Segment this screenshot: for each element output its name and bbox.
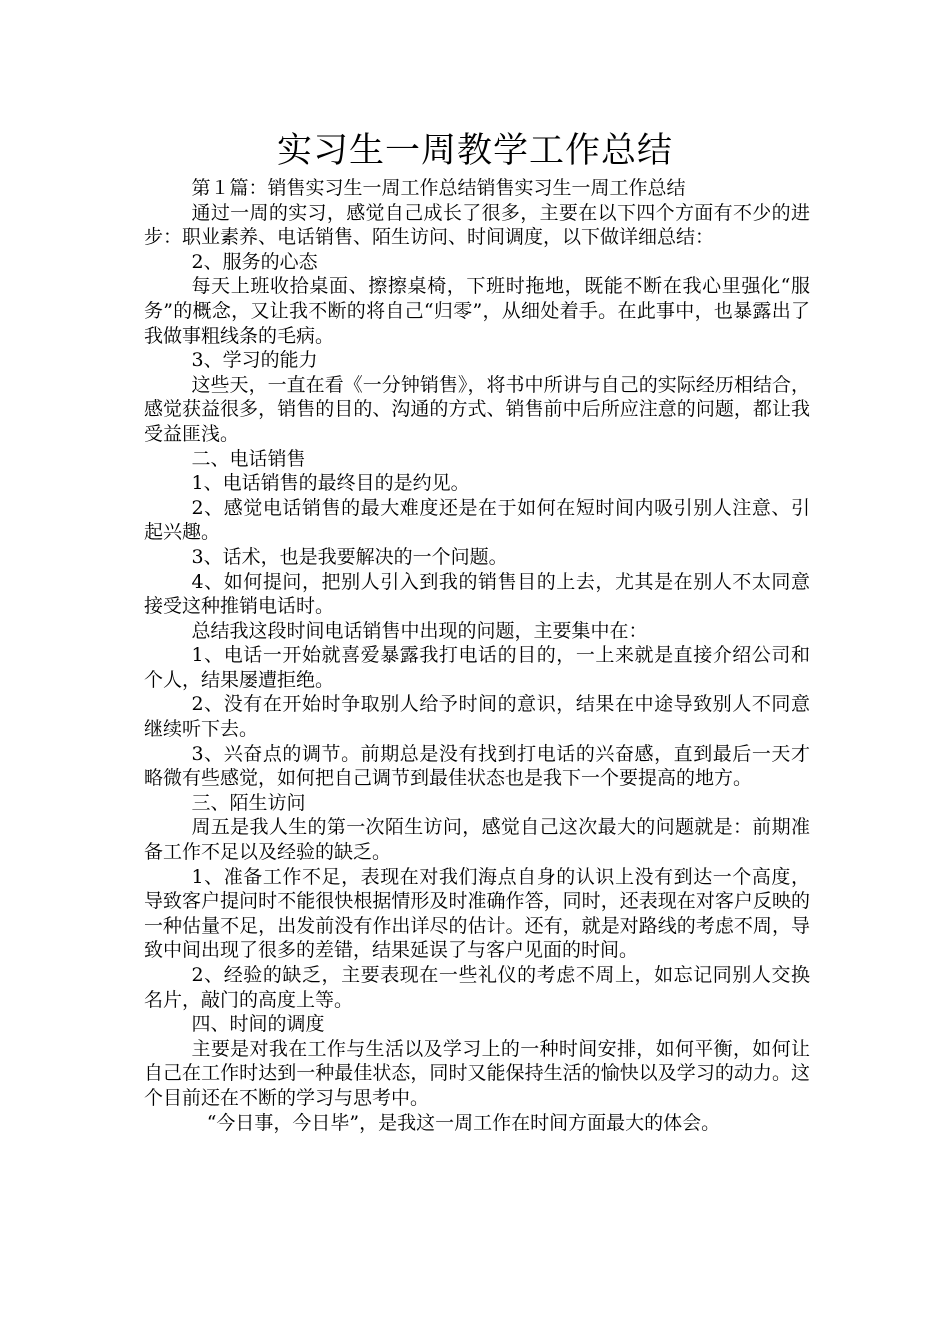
paragraph-time-management: 主要是对我在工作与生活以及学习上的一种时间安排，如何平衡，如何让自己在工作时达到一种最佳状态，同时又能保持生活的愉快以及学习的动力。这个目前还在不断的学习与思考中。 [144, 1037, 810, 1109]
heading-service-attitude: 2、服务的心态 [191, 250, 318, 273]
heading-phone-sales: 二、电话销售 [191, 447, 306, 470]
document-title: 实习生一周教学工作总结 [276, 131, 673, 171]
paragraph-service-attitude: 每天上班收拾桌面、擦擦桌椅，下班时拖地，既能不断在我心里强化“服务”的概念，又让我不断的将自己“归零”，从细处着手。在此事中，也暴露出了我做事粗线条的毛病。 [144, 275, 810, 347]
list-item-problem-3: 3、兴奋点的调节。前期总是没有找到打电话的兴奋感，直到最后一天才略微有些感觉，如何把自己调节到最佳状态也是我下一个要提高的地方。 [144, 742, 810, 790]
list-item-phone-4: 4、如何提问，把别人引入到我的销售目的上去，尤其是在别人不太同意接受这种推销电话时。 [144, 570, 810, 618]
list-item-visit-2: 2、经验的缺乏，主要表现在一些礼仪的考虑不周上，如忘记同别人交换名片，敲门的高度上等。 [144, 964, 810, 1011]
paragraph-intro: 通过一周的实习，感觉自己成长了很多，主要在以下四个方面有不少的进步：职业素养、电话销售、陌生访问、时间调度，以下做详细总结： [144, 201, 810, 249]
list-item-phone-2: 2、感觉电话销售的最大难度还是在于如何在短时间内吸引别人注意、引起兴趣。 [144, 496, 810, 544]
list-item-problem-2: 2、没有在开始时争取别人给予时间的意识，结果在中途导致别人不同意继续听下去。 [144, 693, 810, 741]
list-item-phone-1: 1、电话销售的最终目的是约见。 [191, 472, 470, 495]
list-item-phone-3: 3、话术，也是我要解决的一个问题。 [191, 545, 508, 568]
heading-learning-ability: 3、学习的能力 [191, 349, 318, 372]
document-body [144, 176, 810, 1135]
subtitle-paragraph: 第１篇：销售实习生一周工作总结销售实习生一周工作总结 [191, 177, 686, 199]
list-item-problem-1: 1、电话一开始就喜爱暴露我打电话的目的，一上来就是直接介绍公司和个人，结果屡遭拒绝。 [144, 644, 810, 691]
heading-cold-visit: 三、陌生访问 [191, 791, 306, 814]
paragraph-closing: “今日事，今日毕”，是我这一周工作在时间方面最大的体会。 [206, 1111, 721, 1134]
heading-time-management: 四、时间的调度 [191, 1013, 325, 1036]
paragraph-learning-ability: 这些天，一直在看《一分钟销售》，将书中所讲与自己的实际经历相结合，感觉获益很多，销售的目的、沟通的方式、销售前中后所应注意的问题，都让我受益匪浅。 [144, 373, 810, 445]
paragraph-phone-summary: 总结我这段时间电话销售中出现的问题，主要集中在： [191, 619, 648, 642]
paragraph-cold-visit: 周五是我人生的第一次陌生访问，感觉自己这次最大的问题就是：前期准备工作不足以及经验的缺乏。 [144, 816, 810, 864]
list-item-visit-1: 1、准备工作不足，表现在对我们海点自身的认识上没有到达一个高度，导致客户提问时不能很快根据情形及时准确作答，同时，还表现在对客户反映的一种估量不足，出发前没有作出详尽的估计。还有，就是对路线的考虑不周，导致中间出现了很多的差错，结果延误了与客户见面的时间。 [144, 865, 810, 962]
